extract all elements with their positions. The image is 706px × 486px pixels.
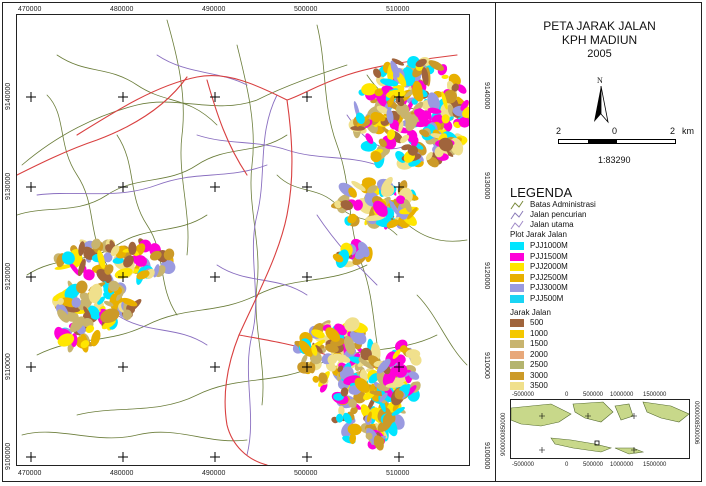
y-tick-left: 9130000 [5, 172, 12, 200]
grid-cross [210, 272, 220, 282]
legend-line-label: Jalan pencurian [530, 210, 587, 219]
legend-plot-item [510, 241, 568, 251]
north-arrow [590, 76, 612, 124]
road-path [117, 315, 207, 345]
x-tick-bottom: 470000 [18, 470, 42, 477]
road-path [197, 135, 377, 165]
road-path [157, 55, 247, 85]
legend-line-symbol [510, 210, 524, 220]
grid-cross [210, 452, 220, 462]
legend-jarak-label: 1500 [530, 339, 548, 348]
legend-swatch [510, 253, 524, 261]
scale-graphic [558, 139, 676, 144]
legend-swatch [510, 361, 524, 369]
legend-swatch [510, 284, 524, 292]
y-tick-right: 9130000 [483, 172, 490, 200]
y-tick-left: 9140000 [5, 82, 12, 110]
map-subtitle: KPH MADIUN [561, 33, 638, 47]
admin-boundary [57, 55, 217, 125]
legend-swatch [510, 274, 524, 282]
y-tick-left: 9100000 [5, 442, 12, 470]
y-tick-left: 9120000 [5, 262, 12, 290]
legend-plot-item [510, 273, 568, 283]
admin-boundary [167, 20, 188, 255]
y-tick-right: 9120000 [483, 262, 490, 290]
x-tick-top: 480000 [110, 6, 134, 13]
legend-jarak-item [510, 371, 548, 381]
legend-line-item [510, 220, 574, 230]
x-tick-bottom: 490000 [202, 470, 226, 477]
legend-plot-label: PJJ1500M [530, 251, 568, 261]
legend-swatch [510, 340, 524, 348]
scale-right: 2 [670, 126, 676, 136]
legend-jarak-label: 1000 [530, 328, 548, 338]
inset-x-tick-bottom: 1500000 [643, 462, 667, 468]
inset-x-tick-top: 0 [565, 392, 569, 398]
scale-bar [556, 126, 696, 166]
x-tick-bottom: 500000 [294, 470, 318, 477]
legend-swatch [510, 330, 524, 338]
north-label: N [597, 76, 603, 85]
legend-swatch [510, 319, 524, 327]
inset-canvas [511, 400, 690, 459]
inset-x-tick-top: 1500000 [643, 392, 667, 398]
forest-plot-patch [441, 75, 448, 80]
road-path [217, 265, 307, 295]
grid-cross [210, 182, 220, 192]
legend-plot-label: PJJ1000M [530, 241, 568, 250]
north-arrow-icon [590, 86, 612, 124]
legend-jarak-item [510, 329, 548, 339]
main-map[interactable] [16, 14, 470, 466]
inset-x-tick-top: -500000 [512, 392, 535, 398]
legend-plot-label: PJJ500M [530, 293, 564, 303]
legend-line-label: Batas Administrasi [530, 200, 596, 209]
grid-cross [210, 362, 220, 372]
x-tick-bottom: 480000 [110, 470, 134, 477]
forest-plot-patch [128, 242, 136, 255]
grid-cross [118, 182, 128, 192]
legend-jarak-item [510, 350, 548, 360]
y-tick-right: 9140000 [483, 82, 490, 110]
grid-cross [26, 182, 36, 192]
y-tick-left: 9110000 [5, 353, 12, 380]
legend-jarak-label: 3500 [530, 381, 548, 390]
grid-cross [26, 362, 36, 372]
grid-cross [26, 272, 36, 282]
legend-swatch [510, 242, 524, 250]
plot-heading: Plot Jarak Jalan [510, 230, 567, 239]
legend-plot-item [510, 294, 563, 304]
inset-x-tick-bottom: 0 [565, 462, 569, 468]
legend-line-symbol [510, 200, 524, 210]
legend-swatch [510, 372, 524, 380]
main-road [17, 77, 187, 175]
legend-line-item [510, 210, 586, 220]
legend-swatch [510, 351, 524, 359]
inset-x-tick-bottom: -500000 [512, 462, 535, 468]
x-tick-top: 510000 [386, 6, 410, 13]
inset-map [510, 399, 690, 459]
legend-jarak-item [510, 339, 548, 349]
road-path [247, 95, 277, 455]
inset-x-tick-bottom: 500000 [583, 462, 604, 468]
grid-cross [26, 92, 36, 102]
grid-cross [302, 452, 312, 462]
inset-y-tick-right: 0000008500006 [693, 401, 699, 445]
legend-jarak-item [510, 381, 548, 391]
y-tick-right: 9100000 [483, 442, 490, 470]
legend-line-symbol [510, 220, 524, 230]
legend-plot-item [510, 252, 568, 262]
legend-swatch [510, 295, 524, 303]
jarak-heading: Jarak Jalan [510, 308, 551, 317]
legend-line-label: Jalan utama [530, 220, 574, 229]
inset-x-tick-bottom: 1000000 [610, 462, 634, 468]
x-tick-top: 470000 [18, 6, 42, 13]
legend-plot-item [510, 262, 568, 272]
inset-x-tick-top: 500000 [583, 392, 604, 398]
map-title: PETA JARAK JALAN [543, 19, 656, 33]
inset-y-tick-left: 9000000850000 [501, 412, 507, 456]
legend-swatch [510, 263, 524, 271]
legend-jarak-item [510, 360, 548, 370]
grid-cross [394, 452, 404, 462]
inset-x-tick-top: 1000000 [610, 392, 634, 398]
legend-jarak-label: 3000 [530, 370, 548, 380]
y-tick-right: 9110000 [483, 352, 490, 379]
x-tick-bottom: 510000 [386, 470, 410, 477]
legend-plot-label: PJJ3000M [530, 283, 568, 292]
legend-jarak-label: 2500 [530, 360, 548, 369]
x-tick-top: 500000 [294, 6, 318, 13]
admin-boundary [22, 432, 247, 441]
map-year: 2005 [587, 48, 612, 60]
scale-unit: km [682, 126, 694, 136]
scale-left: 2 [556, 126, 562, 136]
map-canvas [17, 15, 470, 466]
grid-cross [118, 452, 128, 462]
main-road [207, 80, 247, 175]
legend-jarak-item [510, 318, 543, 328]
legend-jarak-label: 2000 [530, 349, 548, 359]
legend-plot-label: PJJ2500M [530, 272, 568, 282]
legend-jarak-label: 500 [530, 318, 544, 327]
grid-cross [394, 272, 404, 282]
grid-cross [26, 452, 36, 462]
legend-plot-item [510, 283, 568, 293]
admin-boundary [417, 295, 467, 365]
scale-ratio: 1:83290 [598, 155, 631, 165]
forest-plot-patch [123, 310, 132, 321]
grid-cross [118, 362, 128, 372]
grid-cross [118, 92, 128, 102]
scale-mid: 0 [612, 126, 618, 136]
x-tick-top: 490000 [202, 6, 226, 13]
legend-heading: LEGENDA [510, 185, 573, 200]
legend-line-item [510, 200, 596, 210]
legend-plot-label: PJJ2000M [530, 262, 568, 271]
legend-swatch [510, 382, 524, 390]
